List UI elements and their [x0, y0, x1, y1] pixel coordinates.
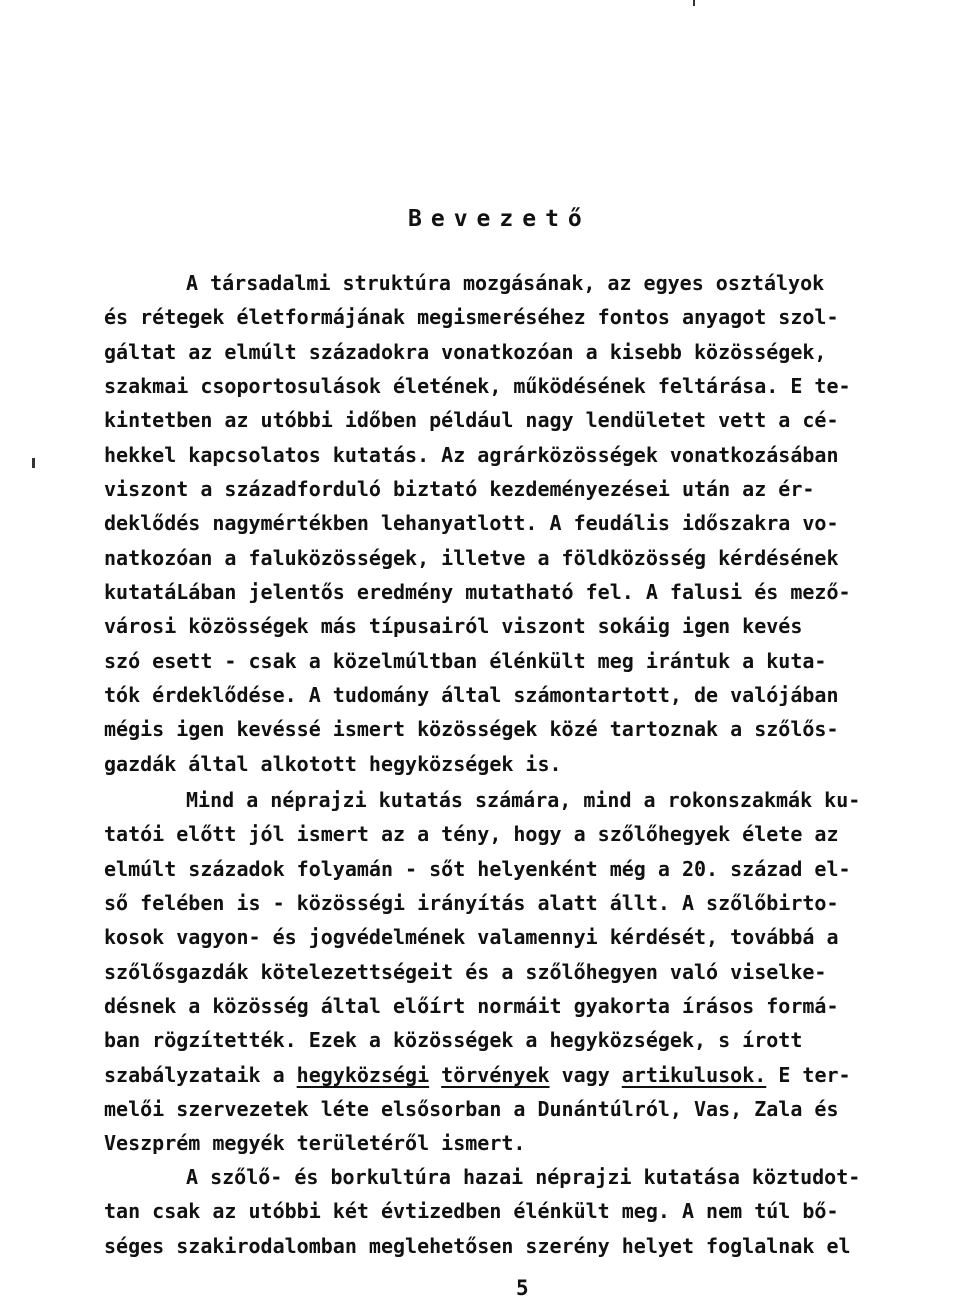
page-number: 5 — [516, 1276, 529, 1300]
text-line: natkozóan a faluközösségek, illetve a földközösség kérdésének — [104, 545, 839, 570]
text-segment: szabályzataik a — [104, 1062, 297, 1087]
text-line: melői szervezetek léte elsősorban a Dunántúlról, Vas, Zala és — [104, 1097, 839, 1122]
margin-mark — [693, 0, 695, 6]
underlined-term-torvenyek: törvények — [441, 1062, 550, 1087]
text-line: deklődés nagymértékben lehanyatlott. A feudális időszakra vo- — [104, 511, 839, 536]
text-line: tók érdeklődése. A tudomány által számontartott, de valójában — [104, 683, 839, 708]
text-line: elmúlt századok folyamán - sőt helyenként még a 20. század el- — [104, 856, 851, 881]
text-segment: E ter- — [766, 1062, 851, 1087]
text-line: és rétegek életformájának megismeréséhez fontos anyagot szol- — [104, 305, 839, 330]
paragraph-3 — [104, 1160, 954, 1263]
text-line: gáltat az elmúlt századokra vonatkozóan a kisebb közösségek, — [104, 339, 827, 364]
text-line-underlined — [104, 1058, 954, 1092]
underlined-term-artikulusok: artikulusok. — [621, 1062, 767, 1087]
text-line: szó esett - csak a közelmúltban élénkült meg irántuk a kuta- — [104, 648, 827, 673]
text-line: A társadalmi struktúra mozgásának, az egyes osztályok — [186, 271, 825, 295]
text-line: ső felében is - közösségi irányítás alatt állt. A szőlőbirto- — [104, 891, 839, 916]
text-segment: vagy — [549, 1062, 622, 1087]
text-line: szakmai csoportosulások életének, működésének feltárása. E te- — [104, 374, 851, 399]
text-line: viszont a századforduló biztató kezdeményezései után az ér- — [104, 477, 815, 502]
text-line: kosok vagyon- és jogvédelmének valamennyi kérdését, továbbá a — [104, 925, 839, 950]
text-line: hekkel kapcsolatos kutatás. Az agrárközösségek vonatkozásában — [104, 442, 839, 467]
text-line: kutatáLában jelentős eredmény mutatható fel. A falusi és mező- — [104, 580, 851, 605]
paragraph-2 — [104, 783, 954, 1161]
underlined-term-hegykozsegi: hegyközségi — [296, 1062, 430, 1087]
margin-mark — [32, 458, 35, 468]
text-line: ban rögzítették. Ezek a közösségek a hegyközségek, s írott — [104, 1028, 803, 1053]
text-line: kintetben az utóbbi időben például nagy lendületet vett a cé- — [104, 408, 839, 433]
paragraph-1 — [104, 266, 954, 781]
text-line: városi közösségek más típusairól viszont sokáig igen kevés — [104, 614, 803, 639]
text-line: séges szakirodalomban meglehetősen szerény helyet foglalnak el — [104, 1233, 851, 1258]
text-line: désnek a közösség által előírt normáit gyakorta írásos formá- — [104, 994, 839, 1019]
section-heading: Bevezető — [408, 206, 591, 232]
text-line: Veszprém megyék területéről ismert. — [104, 1131, 526, 1156]
text-line: tatói előtt jól ismert az a tény, hogy a szőlőhegyek élete az — [104, 822, 839, 847]
text-line: szőlősgazdák kötelezettségeit és a szőlőhegyen való viselke- — [104, 959, 827, 984]
text-line: tan csak az utóbbi két évtizedben élénkült meg. A nem túl bő- — [104, 1199, 839, 1224]
text-segment — [429, 1063, 441, 1087]
text-line: mégis igen kevéssé ismert közösségek közé tartoznak a szőlős- — [104, 717, 839, 742]
text-line: A szőlő- és borkultúra hazai néprajzi kutatása köztudot- — [186, 1165, 861, 1189]
text-line: gazdák által alkotott hegyközségek is. — [104, 751, 562, 776]
text-line: Mind a néprajzi kutatás számára, mind a rokonszakmák ku- — [186, 788, 861, 812]
